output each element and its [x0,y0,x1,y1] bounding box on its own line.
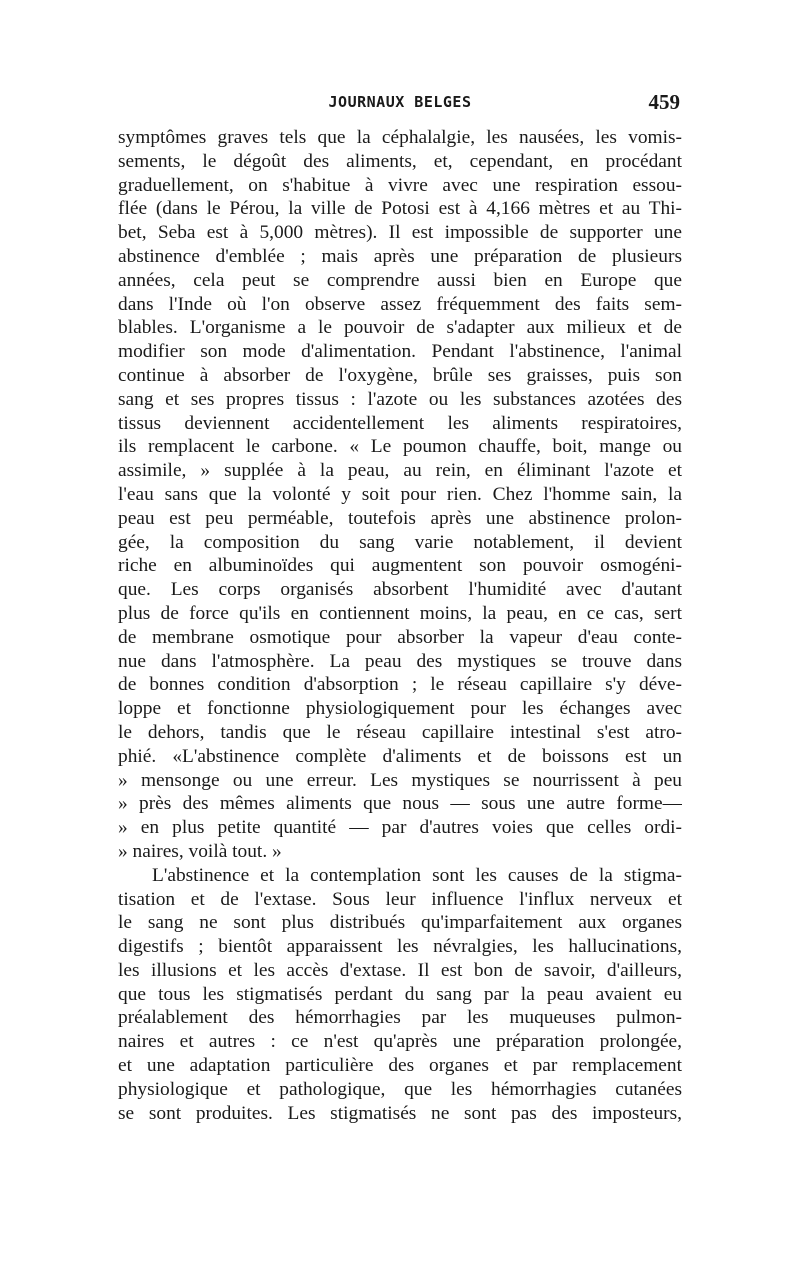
page-number: 459 [648,90,680,114]
text-line: que. Les corps organisés absorbent l'humidité avec d'autant [118,579,682,601]
text-line: nue dans l'atmosphère. La peau des mystiques se trouve dans [118,650,682,672]
text-line: peau est peu perméable, toutefois après une abstinence prolon- [118,507,682,529]
text-line: assimile, » supplée à la peau, au rein, en éliminant l'azote et [118,460,682,482]
text-line: riche en albuminoïdes qui augmentent son pouvoir osmogéni- [118,555,682,577]
running-head [120,90,680,119]
text-line: » près des mêmes aliments que nous — sous une autre forme— [118,793,682,815]
text-line: tisation et de l'extase. Sous leur influence l'influx nerveux et [118,888,682,910]
text-line: les illusions et les accès d'extase. Il est bon de savoir, d'ailleurs, [118,959,682,981]
text-line: blables. L'organisme a le pouvoir de s'adapter aux milieux et de [118,317,682,339]
text-line: que tous les stigmatisés perdant du sang par la peau avaient eu [118,983,682,1005]
text-line: de membrane osmotique pour absorber la vapeur d'eau conte- [118,626,682,648]
text-line: le sang ne sont plus distribués qu'imparfaitement aux organes [118,912,682,934]
text-line: l'eau sans que la volonté y soit pour rien. Chez l'homme sain, la [118,483,682,505]
text-line: années, cela peut se comprendre aussi bien en Europe que [118,269,682,291]
text-line: le dehors, tandis que le réseau capillaire intestinal s'est atro- [118,721,682,743]
text-line: » mensonge ou une erreur. Les mystiques se nourrissent à peu [118,769,682,791]
text-line: gée, la composition du sang varie notablement, il devient [118,531,682,553]
text-line: sements, le dégoût des aliments, et, cependant, en procédant [118,150,682,172]
text-line: dans l'Inde où l'on observe assez fréquemment des faits sem- [118,293,682,315]
text-line: physiologique et pathologique, que les hémorrhagies cutanées [118,1078,682,1100]
text-line: ils remplacent le carbone. « Le poumon chauffe, boit, mange ou [118,436,682,458]
text-line: naires et autres : ce n'est qu'après une préparation prolongée, [118,1031,682,1053]
text-line: abstinence d'emblée ; mais après une préparation de plusieurs [118,245,682,267]
text-line: phié. «L'abstinence complète d'aliments et de boissons est un [118,745,682,767]
text-line: bet, Seba est à 5,000 mètres). Il est impossible de supporter une [118,222,682,244]
text-line: de bonnes condition d'absorption ; le réseau capillaire s'y déve- [118,674,682,696]
running-title: JOURNAUX BELGES [328,93,472,111]
text-line: loppe et fonctionne physiologiquement pour les échanges avec [118,698,682,720]
text-line: modifier son mode d'alimentation. Pendant l'abstinence, l'animal [118,341,682,363]
text-line: digestifs ; bientôt apparaissent les névralgies, les hallucinations, [118,936,682,958]
text-line: se sont produites. Les stigmatisés ne sont pas des imposteurs, [118,1102,682,1124]
text-line: et une adaptation particulière des organes et par remplacement [118,1055,682,1077]
text-line: préalablement des hémorrhagies par les muqueuses pulmon- [118,1007,682,1029]
text-line: symptômes graves tels que la céphalalgie, les nausées, les vomis- [118,127,682,148]
text-line: plus de force qu'ils en contiennent moins, la peau, en ce cas, sert [118,602,682,624]
text-line: sang et ses propres tissus : l'azote ou les substances azotées des [118,388,682,410]
text-line: tissus deviennent accidentellement les aliments respiratoires, [118,412,682,434]
text-line: graduellement, on s'habitue à vivre avec une respiration essou- [118,174,682,196]
text-line: » en plus petite quantité — par d'autres voies que celles ordi- [118,817,682,839]
body-text [118,126,682,1125]
text-line: continue à absorber de l'oxygène, brûle ses graisses, puis son [118,364,682,386]
paragraph-end-line: » naires, voilà tout. » [118,840,282,862]
paragraph-start-line: L'abstinence et la contemplation sont les causes de la stigma- [152,864,682,886]
text-line: flée (dans le Pérou, la ville de Potosi est à 4,166 mètres et au Thi- [118,198,682,220]
